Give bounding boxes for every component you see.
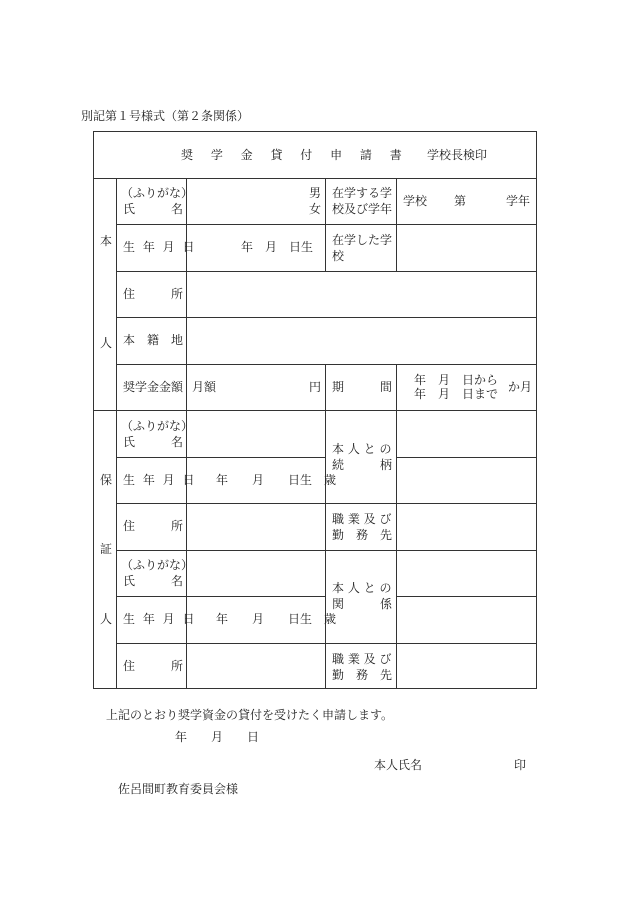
birth-value: 年 月 日生 歳 bbox=[216, 612, 337, 626]
guarantor-section-label: 保 bbox=[100, 473, 113, 487]
table-rule bbox=[396, 364, 397, 688]
relationship-label: 続 柄 bbox=[332, 458, 393, 472]
occupation-label: 勤 務 先 bbox=[332, 668, 393, 682]
table-rule bbox=[116, 317, 536, 318]
school-label: 校及び学年 bbox=[332, 202, 393, 216]
relationship-label: 関 係 bbox=[332, 597, 393, 611]
table-rule bbox=[325, 178, 326, 271]
date-line: 年 月 日 bbox=[175, 730, 260, 744]
name-label: 氏 名 bbox=[123, 202, 184, 216]
occupation-label: 職 業 及 び bbox=[332, 512, 392, 526]
table-rule bbox=[116, 457, 325, 458]
guarantor-section-label: 証 bbox=[100, 542, 113, 556]
relationship-label: 本 人 と の bbox=[332, 442, 392, 456]
form-number-heading: 別記第１号様式（第２条関係） bbox=[81, 109, 250, 123]
period-to: 年 月 日まで bbox=[414, 387, 499, 401]
domicile-label: 本 籍 地 bbox=[123, 333, 184, 347]
address-label: 住 所 bbox=[123, 519, 184, 533]
school-label: 在学する学 bbox=[332, 186, 393, 200]
address-label: 住 所 bbox=[123, 659, 184, 673]
amount-monthly-label: 月額 bbox=[192, 380, 217, 394]
applicant-section-label: 人 bbox=[100, 336, 113, 350]
name-label: 氏 名 bbox=[123, 574, 184, 588]
table-rule bbox=[396, 596, 536, 597]
principal-seal-label: 学校長検印 bbox=[427, 148, 488, 162]
name-label: 氏 名 bbox=[123, 435, 184, 449]
school-value: 第 bbox=[454, 194, 467, 208]
table-rule bbox=[116, 503, 536, 504]
furigana-label: （ふりがな） bbox=[121, 419, 194, 433]
birth-label: 生 年 月 日 bbox=[123, 473, 197, 487]
school-value: 学校 bbox=[403, 194, 428, 208]
furigana-label: （ふりがな） bbox=[121, 186, 194, 200]
table-rule bbox=[116, 271, 536, 272]
table-rule bbox=[94, 410, 536, 411]
birth-label: 生 年 月 日 bbox=[123, 240, 197, 254]
period-from: 年 月 日から bbox=[414, 373, 499, 387]
address-label: 住 所 bbox=[123, 287, 184, 301]
table-rule bbox=[325, 364, 326, 688]
former-school-label: 在学した学 bbox=[332, 233, 393, 247]
seal-mark: 印 bbox=[514, 758, 527, 772]
table-rule bbox=[116, 364, 536, 365]
table-rule bbox=[396, 457, 536, 458]
application-statement: 上記のとおり奨学資金の貸付を受けたく申請します。 bbox=[106, 708, 394, 722]
table-rule bbox=[396, 178, 397, 271]
gender-male-label: 男 bbox=[309, 186, 322, 200]
gender-female-label: 女 bbox=[309, 202, 322, 216]
table-rule bbox=[116, 224, 536, 225]
guarantor-section-label: 人 bbox=[100, 612, 113, 626]
table-rule bbox=[94, 178, 536, 179]
amount-yen-label: 円 bbox=[309, 380, 322, 394]
applicant-name-label: 本人氏名 bbox=[374, 758, 423, 772]
period-months: か月 bbox=[508, 380, 533, 394]
birth-value: 年 月 日生 bbox=[241, 240, 314, 254]
table-rule bbox=[116, 178, 117, 688]
applicant-section-label: 本 bbox=[100, 234, 113, 248]
school-value: 学年 bbox=[506, 194, 531, 208]
table-rule bbox=[116, 596, 325, 597]
occupation-label: 職 業 及 び bbox=[332, 652, 392, 666]
amount-label: 奨学金金額 bbox=[123, 380, 184, 394]
period-label: 期 間 bbox=[332, 380, 393, 394]
table-rule bbox=[116, 643, 536, 644]
birth-value: 年 月 日生 歳 bbox=[216, 473, 337, 487]
relationship-label: 本 人 と の bbox=[332, 581, 392, 595]
addressee: 佐呂間町教育委員会様 bbox=[118, 782, 239, 796]
furigana-label: （ふりがな） bbox=[121, 558, 194, 572]
birth-label: 生 年 月 日 bbox=[123, 612, 197, 626]
former-school-label: 校 bbox=[332, 249, 345, 263]
form-title: 奨 学 金 貸 付 申 請 書 bbox=[181, 148, 409, 162]
application-form-table bbox=[93, 131, 537, 689]
table-rule bbox=[116, 550, 536, 551]
occupation-label: 勤 務 先 bbox=[332, 528, 393, 542]
